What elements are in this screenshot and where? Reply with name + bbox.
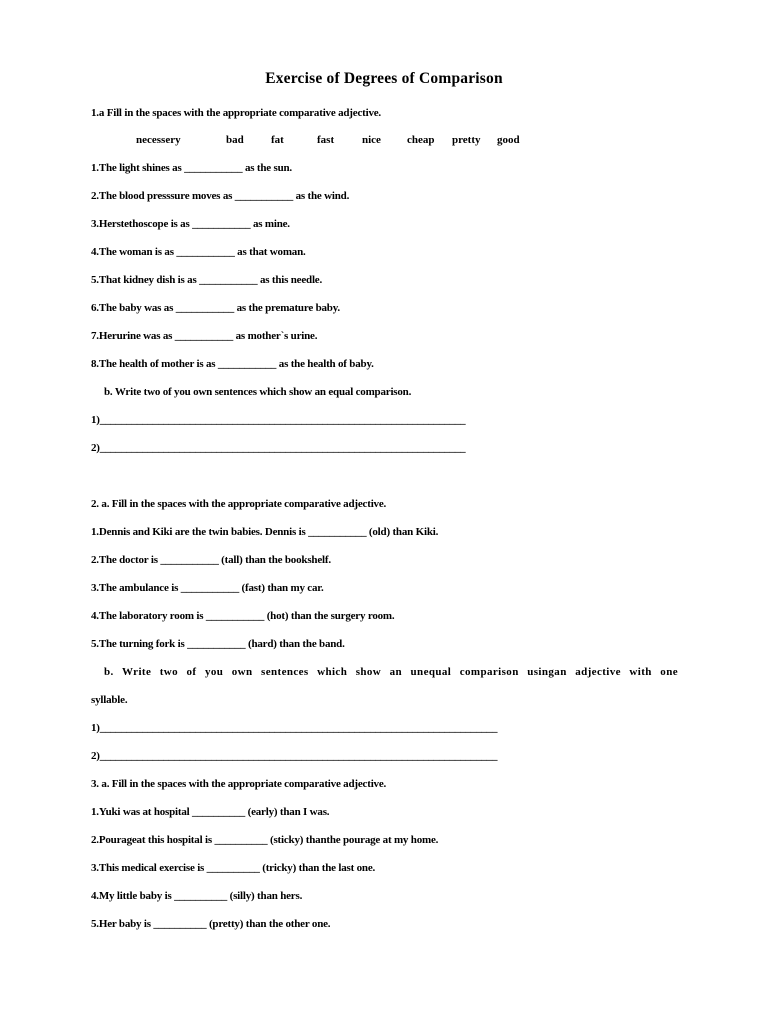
exercise-item: 1.Dennis and Kiki are the twin babies. Dennis is ___________ (old) than Kiki. (91, 526, 439, 538)
exercise-item: 3.The ambulance is ___________ (fast) than my car. (91, 582, 324, 594)
exercise-item: 1.The light shines as ___________ as the sun. (91, 162, 292, 174)
section-2a-heading: 2. a. Fill in the spaces with the appropriate comparative adjective. (91, 498, 387, 510)
answer-line: 1)_____________________________________________________________________ (91, 414, 466, 426)
answer-line: 1)___________________________________________________________________________ (91, 722, 498, 734)
exercise-item: 5.Her baby is __________ (pretty) than the other one. (91, 918, 331, 930)
exercise-item: 5.That kidney dish is as ___________ as this needle. (91, 274, 323, 286)
word-bank-item: necessery (136, 134, 181, 146)
exercise-item: 4.My little baby is __________ (silly) than hers. (91, 890, 303, 902)
exercise-item: 6.The baby was as ___________ as the premature baby. (91, 302, 340, 314)
exercise-item: 7.Herurine was as ___________ as mother`s urine. (91, 330, 318, 342)
section-1a-heading: 1.a Fill in the spaces with the appropriate comparative adjective. (91, 107, 381, 119)
section-1b-heading: b. Write two of you own sentences which show an equal comparison. (104, 386, 412, 398)
answer-line: 2)___________________________________________________________________________ (91, 750, 498, 762)
word-bank-item: nice (362, 134, 381, 146)
word-bank-item: bad (226, 134, 244, 146)
exercise-item: 1.Yuki was at hospital __________ (early) than I was. (91, 806, 330, 818)
word-bank-item: pretty (452, 134, 481, 146)
exercise-item: 5.The turning fork is ___________ (hard) than the band. (91, 638, 345, 650)
exercise-item: 2.Pourageat this hospital is __________ (sticky) thanthe pourage at my home. (91, 834, 439, 846)
section-2b-heading-cont: syllable. (91, 694, 128, 706)
exercise-item: 4.The laboratory room is ___________ (hot) than the surgery room. (91, 610, 395, 622)
section-3a-heading: 3. a. Fill in the spaces with the appropriate comparative adjective. (91, 778, 387, 790)
word-bank-item: cheap (407, 134, 435, 146)
exercise-item: 3.This medical exercise is __________ (tricky) than the last one. (91, 862, 376, 874)
exercise-item: 3.Herstethoscope is as ___________ as mine. (91, 218, 290, 230)
exercise-item: 4.The woman is as ___________ as that woman. (91, 246, 306, 258)
exercise-item: 2.The blood presssure moves as ___________ as the wind. (91, 190, 350, 202)
section-2b-heading: b. Write two of you own sentences which show an unequal comparison usingan adjective with one (104, 666, 678, 678)
word-bank-item: fast (317, 134, 335, 146)
word-bank (0, 134, 768, 150)
answer-line: 2)_____________________________________________________________________ (91, 442, 466, 454)
page-title: Exercise of Degrees of Comparison (265, 70, 503, 87)
word-bank-item: fat (271, 134, 284, 146)
exercise-item: 2.The doctor is ___________ (tall) than the bookshelf. (91, 554, 331, 566)
exercise-item: 8.The health of mother is as ___________ as the health of baby. (91, 358, 374, 370)
word-bank-item: good (497, 134, 520, 146)
